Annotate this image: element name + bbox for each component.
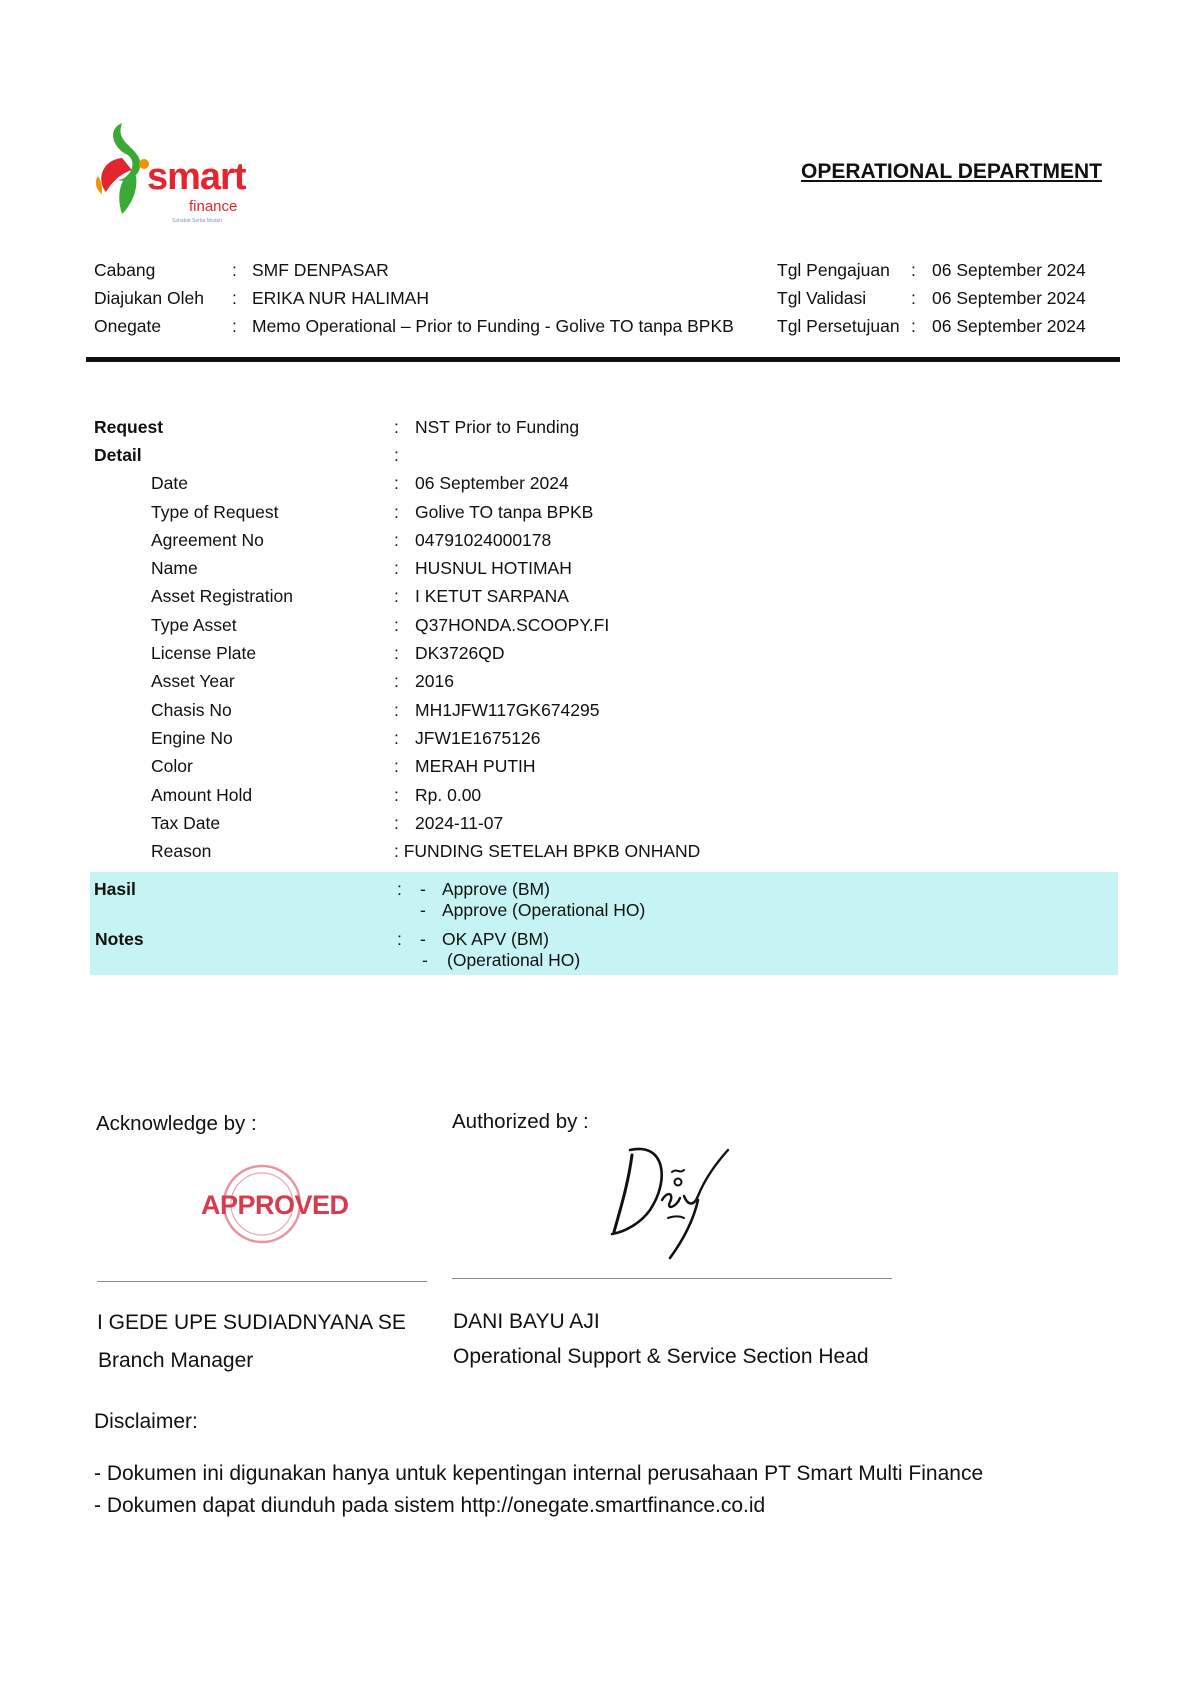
bullet: - (420, 929, 426, 949)
header-value: ERIKA NUR HALIMAH (252, 287, 429, 308)
header-row-cabang (94, 256, 734, 284)
detail-item (94, 639, 1114, 667)
bullet: - (420, 879, 426, 899)
colon: : (911, 315, 916, 336)
handwritten-signature (610, 1140, 740, 1260)
header-row-tgl-pengajuan (777, 256, 1086, 284)
disclaimer-title: Disclaimer: (94, 1410, 198, 1433)
detail-item-value: I KETUT SARPANA (415, 586, 569, 607)
smart-finance-logo (92, 118, 252, 228)
colon: : (394, 727, 399, 748)
detail-item-label: Color (151, 756, 193, 777)
hasil-label: Hasil (94, 879, 136, 899)
colon: : (394, 756, 399, 777)
detail-item-label: Date (151, 473, 188, 494)
colon: : (394, 671, 399, 692)
notes-item: OK APV (BM) (442, 929, 549, 949)
header-label: Cabang (94, 259, 156, 280)
detail-item-label: Asset Year (151, 671, 235, 692)
header-value: 06 September 2024 (932, 259, 1086, 280)
stamp-text: APPROVED (201, 1190, 349, 1220)
disclaimer-line: - Dokumen ini digunakan hanya untuk kepentingan internal perusahaan PT Smart Multi Finance (94, 1462, 984, 1485)
colon: : (394, 501, 399, 522)
detail-item-value: 2016 (415, 671, 454, 692)
header-row-tgl-persetujuan (777, 312, 1086, 340)
header-value: Memo Operational – Prior to Funding - Golive TO tanpa BPKB (252, 315, 734, 336)
detail-item (94, 809, 1114, 837)
detail-item (94, 498, 1114, 526)
colon: : (232, 287, 237, 308)
acknowledge-label: Acknowledge by : (96, 1112, 257, 1135)
header-right-dates (777, 256, 1086, 340)
header-divider (86, 357, 1120, 362)
colon: : (394, 586, 399, 607)
logo-brand: smart (147, 156, 246, 198)
detail-item-label: Type of Request (151, 501, 279, 522)
request-value: NST Prior to Funding (415, 416, 580, 437)
colon: : (394, 529, 399, 550)
detail-item-label: Agreement No (151, 529, 264, 550)
colon: : (911, 259, 916, 280)
detail-item-label: Chasis No (151, 699, 232, 720)
reason-label: Reason (151, 841, 212, 862)
request-row (94, 413, 1114, 441)
bullet: - (420, 900, 426, 920)
hasil-item: Approve (BM) (442, 879, 550, 899)
header-label: Tgl Pengajuan (777, 259, 890, 280)
header-row-diajukan (94, 284, 734, 312)
detail-item-value: JFW1E1675126 (415, 727, 541, 748)
authorized-signature-line (452, 1278, 892, 1279)
reason-value: FUNDING SETELAH BPKB ONHAND (403, 841, 701, 862)
colon: : (394, 812, 399, 833)
detail-item-label: License Plate (151, 643, 257, 664)
hasil-item: Approve (Operational HO) (442, 900, 646, 920)
detail-item-value: 06 September 2024 (415, 473, 569, 494)
colon: : (394, 784, 399, 805)
header-left-info (94, 256, 734, 340)
header-value: 06 September 2024 (932, 315, 1086, 336)
detail-item-value: 04791024000178 (415, 529, 552, 550)
colon: : (397, 879, 402, 899)
bullet: - (422, 950, 428, 970)
detail-item (94, 696, 1114, 724)
colon: : (394, 416, 399, 437)
request-detail (94, 413, 1114, 866)
detail-item-label: Amount Hold (151, 784, 253, 805)
header-row-onegate (94, 312, 734, 340)
colon: : (394, 643, 399, 664)
header-label: Diajukan Oleh (94, 287, 204, 308)
approved-stamp (201, 1164, 349, 1244)
disclaimer-line: - Dokumen dapat diunduh pada sistem http://onegate.smartfinance.co.id (94, 1494, 766, 1517)
detail-item (94, 724, 1114, 752)
detail-item-label: Name (151, 558, 198, 579)
acknowledge-title: Branch Manager (98, 1349, 254, 1372)
detail-item (94, 611, 1114, 639)
detail-item-value: Golive TO tanpa BPKB (415, 501, 594, 522)
detail-item-value: Q37HONDA.SCOOPY.FI (415, 614, 610, 635)
detail-item-label: Tax Date (151, 812, 221, 833)
detail-item-value: MH1JFW117GK674295 (415, 699, 600, 720)
notes-item: (Operational HO) (447, 950, 581, 970)
detail-item (94, 470, 1114, 498)
detail-item (94, 554, 1114, 582)
acknowledge-signature-line (97, 1281, 427, 1282)
colon: : (397, 929, 402, 949)
header-label: Onegate (94, 315, 162, 336)
acknowledge-name: I GEDE UPE SUDIADNYANA SE (97, 1311, 406, 1334)
header-label: Tgl Persetujuan (777, 315, 900, 336)
reason-row (94, 837, 1114, 865)
authorized-title: Operational Support & Service Section Head (453, 1345, 869, 1368)
detail-item (94, 668, 1114, 696)
header-value: 06 September 2024 (932, 287, 1086, 308)
header-value: SMF DENPASAR (252, 259, 389, 280)
detail-item (94, 583, 1114, 611)
detail-item-value: 2024-11-07 (415, 812, 504, 833)
colon: : (394, 473, 399, 494)
header-row-tgl-validasi (777, 284, 1086, 312)
detail-item (94, 753, 1114, 781)
colon: : (394, 614, 399, 635)
detail-item-value: MERAH PUTIH (415, 756, 536, 777)
colon: : (911, 287, 916, 308)
detail-item-value: DK3726QD (415, 643, 505, 664)
detail-row (94, 441, 1114, 469)
colon: : (394, 444, 399, 465)
department-title: OPERATIONAL DEPARTMENT (800, 160, 1102, 183)
detail-label: Detail (94, 444, 142, 465)
colon: : (232, 259, 237, 280)
authorized-name: DANI BAYU AJI (453, 1310, 600, 1333)
header-label: Tgl Validasi (777, 287, 867, 308)
result-band (90, 872, 1118, 975)
colon: : (394, 558, 399, 579)
colon: : (232, 315, 237, 336)
detail-item (94, 781, 1114, 809)
request-label: Request (94, 416, 164, 437)
logo-tagline: Sahabat Serba Mudah (172, 218, 223, 224)
colon: : (394, 699, 399, 720)
notes-label: Notes (95, 929, 144, 949)
detail-item-label: Engine No (151, 727, 233, 748)
colon: : (394, 841, 404, 862)
authorized-label: Authorized by : (452, 1110, 589, 1133)
detail-item-value: Rp. 0.00 (415, 784, 482, 805)
detail-item-value: HUSNUL HOTIMAH (415, 558, 572, 579)
detail-item (94, 526, 1114, 554)
detail-item-label: Type Asset (151, 614, 237, 635)
detail-item-label: Asset Registration (151, 586, 294, 607)
logo-sub: finance (189, 198, 238, 215)
